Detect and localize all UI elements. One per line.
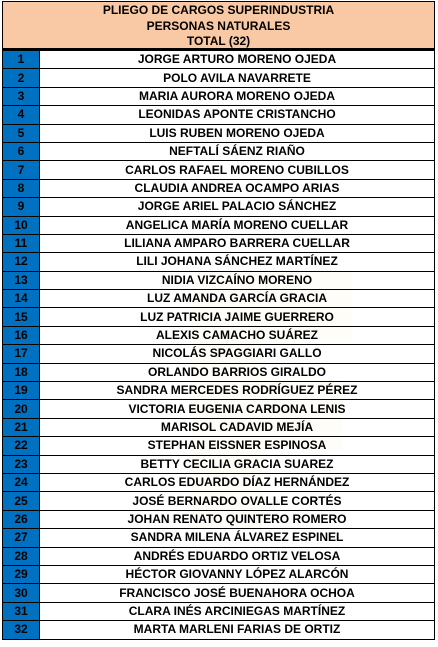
table-row <box>3 418 435 436</box>
person-name: SANDRA MERCEDES RODRÍGUEZ PÉREZ <box>40 382 435 400</box>
names-table <box>2 50 435 640</box>
person-name: LUZ PATRICIA JAIME GUERRERO <box>40 308 435 326</box>
person-name: LILI JOHANA SÁNCHEZ MARTÍNEZ <box>40 253 435 271</box>
table-row <box>3 455 435 473</box>
person-name: HÉCTOR GIOVANNY LÓPEZ ALARCÓN <box>40 565 435 583</box>
table-row <box>3 584 435 602</box>
row-number: 27 <box>3 529 40 547</box>
table-row <box>3 234 435 252</box>
row-number: 11 <box>3 234 40 252</box>
table-row <box>3 106 435 124</box>
row-number: 26 <box>3 510 40 528</box>
row-number: 31 <box>3 602 40 620</box>
person-name: STEPHAN EISSNER ESPINOSA <box>40 437 435 455</box>
person-name: JORGE ARTURO MORENO OJEDA <box>40 51 435 69</box>
table-row <box>3 437 435 455</box>
table-row <box>3 253 435 271</box>
table-row <box>3 69 435 87</box>
row-number: 5 <box>3 124 40 142</box>
row-number: 17 <box>3 345 40 363</box>
table-row <box>3 621 435 639</box>
table-row <box>3 326 435 344</box>
table-row <box>3 142 435 160</box>
row-number: 22 <box>3 437 40 455</box>
row-number: 3 <box>3 87 40 105</box>
header-total: TOTAL (32) <box>186 34 251 48</box>
person-name: JOHAN RENATO QUINTERO ROMERO <box>40 510 435 528</box>
person-name: ANGELICA MARÍA MORENO CUELLAR <box>40 216 435 234</box>
person-name: FRANCISCO JOSÉ BUENAHORA OCHOA <box>40 584 435 602</box>
person-name: LEONIDAS APONTE CRISTANCHO <box>40 106 435 124</box>
table-row <box>3 473 435 491</box>
person-name: ANDRÉS EDUARDO ORTIZ VELOSA <box>40 547 435 565</box>
person-name: CARLOS EDUARDO DÍAZ HERNÁNDEZ <box>40 473 435 491</box>
row-number: 7 <box>3 161 40 179</box>
table-row <box>3 547 435 565</box>
spreadsheet <box>2 1 435 640</box>
person-name: LUZ AMANDA GARCÍA GRACIA <box>40 290 435 308</box>
table-row <box>3 308 435 326</box>
row-number: 15 <box>3 308 40 326</box>
table-row <box>3 363 435 381</box>
row-number: 30 <box>3 584 40 602</box>
row-number: 18 <box>3 363 40 381</box>
row-number: 9 <box>3 198 40 216</box>
row-number: 16 <box>3 326 40 344</box>
table-row <box>3 161 435 179</box>
person-name: SANDRA MILENA ÁLVAREZ ESPINEL <box>40 529 435 547</box>
row-number: 10 <box>3 216 40 234</box>
table-header <box>2 1 435 50</box>
person-name: NICOLÁS SPAGGIARI GALLO <box>40 345 435 363</box>
table-row <box>3 216 435 234</box>
table-row <box>3 198 435 216</box>
row-number: 4 <box>3 106 40 124</box>
row-number: 25 <box>3 492 40 510</box>
table-row <box>3 529 435 547</box>
row-number: 21 <box>3 418 40 436</box>
row-number: 23 <box>3 455 40 473</box>
row-number: 12 <box>3 253 40 271</box>
row-number: 6 <box>3 142 40 160</box>
row-number: 14 <box>3 290 40 308</box>
person-name: MARIA AURORA MORENO OJEDA <box>40 87 435 105</box>
person-name: JORGE ARIEL PALACIO SÁNCHEZ <box>40 198 435 216</box>
table-row <box>3 345 435 363</box>
header-title: PLIEGO DE CARGOS SUPERINDUSTRIA <box>102 3 335 17</box>
row-number: 20 <box>3 400 40 418</box>
person-name: LILIANA AMPARO BARRERA CUELLAR <box>40 234 435 252</box>
person-name: VICTORIA EUGENIA CARDONA LENIS <box>40 400 435 418</box>
table-row <box>3 290 435 308</box>
table-row <box>3 51 435 69</box>
header-subtitle: PERSONAS NATURALES <box>146 18 291 33</box>
person-name: NIDIA VIZCAÍNO MORENO <box>40 271 435 289</box>
person-name: MARTA MARLENI FARIAS DE ORTIZ <box>40 621 435 639</box>
person-name: POLO AVILA NAVARRETE <box>40 69 435 87</box>
person-name: JOSÉ BERNARDO OVALLE CORTÉS <box>40 492 435 510</box>
person-name: ALEXIS CAMACHO SUÁREZ <box>40 326 435 344</box>
table-row <box>3 492 435 510</box>
row-number: 1 <box>3 51 40 69</box>
person-name: MARISOL CADAVID MEJÍA <box>40 418 435 436</box>
table-row <box>3 382 435 400</box>
table-row <box>3 602 435 620</box>
row-number: 2 <box>3 69 40 87</box>
row-number: 19 <box>3 382 40 400</box>
table-row <box>3 400 435 418</box>
table-row <box>3 271 435 289</box>
row-number: 32 <box>3 621 40 639</box>
row-number: 8 <box>3 179 40 197</box>
table-row <box>3 87 435 105</box>
table-row <box>3 179 435 197</box>
table-row <box>3 510 435 528</box>
person-name: CLARA INÉS ARCINIEGAS MARTÍNEZ <box>40 602 435 620</box>
row-number: 29 <box>3 565 40 583</box>
person-name: CARLOS RAFAEL MORENO CUBILLOS <box>40 161 435 179</box>
table-row <box>3 124 435 142</box>
row-number: 28 <box>3 547 40 565</box>
person-name: LUIS RUBEN MORENO OJEDA <box>40 124 435 142</box>
person-name: CLAUDIA ANDREA OCAMPO ARIAS <box>40 179 435 197</box>
row-number: 24 <box>3 473 40 491</box>
person-name: ORLANDO BARRIOS GIRALDO <box>40 363 435 381</box>
table-row <box>3 565 435 583</box>
person-name: BETTY CECILIA GRACIA SUAREZ <box>40 455 435 473</box>
person-name: NEFTALÍ SÁENZ RIAÑO <box>40 142 435 160</box>
row-number: 13 <box>3 271 40 289</box>
